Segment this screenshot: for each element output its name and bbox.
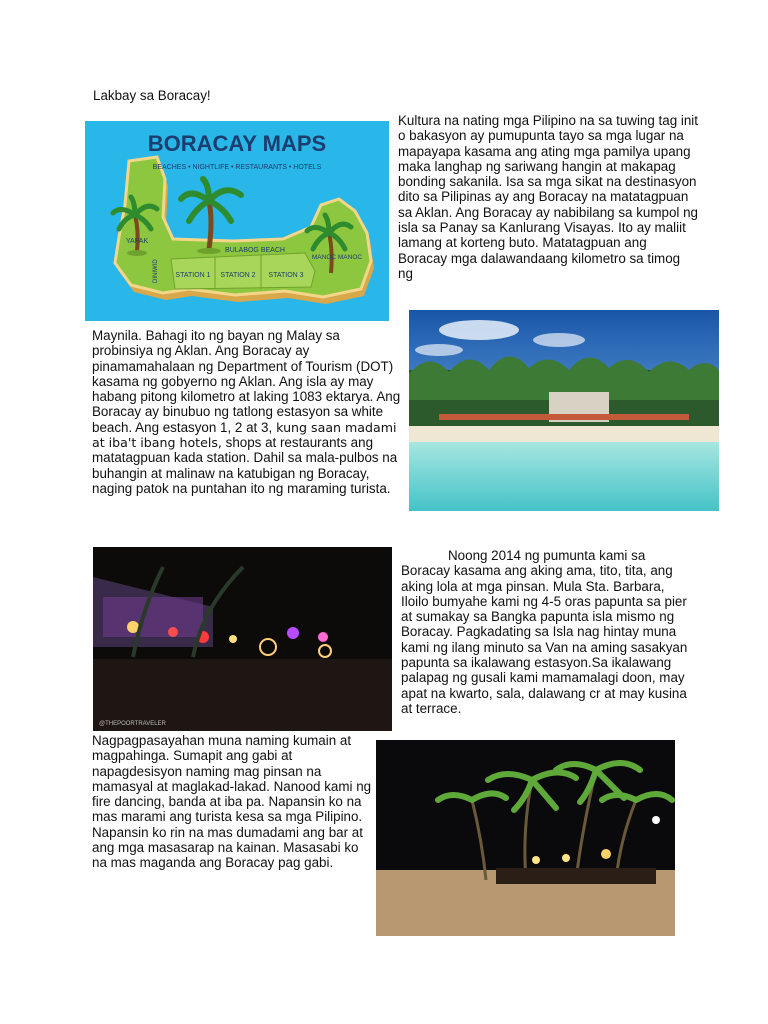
boracay-map-image (85, 121, 389, 321)
beach-photo (409, 310, 719, 511)
map-label-diniwid: DINIWID (153, 259, 159, 283)
paragraph-2-part-c: shops at restaurants ang matatagpuan kada station. Dahil sa mala-pulbos na buhangin at malinaw na katubigan ng Boracay, naging patok na puntahan ito ng maraming turista. (92, 435, 398, 496)
map-title: BORACAY MAPS (147, 131, 327, 156)
paragraph-4: Nagpagpasayahan muna naming kumain at magpahinga. Sumapit ang gabi at napagdesisyon naming mag pinsan na mamasyal at maglakad-lakad. Nanood kami ng fire dancing, banda at iba pa. Napansin ko na mas marami ang turista kesa sa mga Pilipino. Napansin ko rin na mas dumadami ang bar at ang mga masasarap na kainan. Masasabi ko na mas maganda ang Boracay pag gabi. (92, 733, 372, 871)
night-beach-palms-photo (376, 740, 675, 936)
map-label-station-2: STATION 2 (220, 272, 256, 279)
map-label-yapak: YAPAK (125, 238, 149, 245)
page-title: Lakbay sa Boracay! (93, 88, 211, 103)
map-subtitle: BEACHES • NIGHTLIFE • RESTAURANTS • HOTELS (152, 164, 322, 171)
paragraph-2-part-b: kung saan madami at iba't ibang hotels, (92, 419, 397, 451)
map-label-station-1: STATION 1 (175, 272, 211, 279)
map-label-bulabog: BULABOG BEACH (225, 247, 285, 254)
photo-watermark: @THEPOORTRAVELER (99, 721, 166, 727)
paragraph-2 (92, 328, 402, 496)
paragraph-2-part-a: Maynila. Bahagi ito ng bayan ng Malay sa probinsiya ng Aklan. Ang Boracay ay pinamamahalaan ng Department of Tourism (DOT) kasama ng gobyerno ng Aklan. Ang isla ay may habang pitong kilometro at laking 1083 ektarya. Ang Boracay ay binubuo ng tatlong estasyon sa white beach. Ang estasyon 1, 2 at 3, (92, 328, 401, 435)
paragraph-3 (401, 548, 691, 716)
paragraph-1: Kultura na nating mga Pilipino na sa tuwing tag init o bakasyon ay pumupunta tayo sa mga lugar na mapayapa kasama ang ating mga pamilya upang maka langhap ng sariwang hangin at makapag bonding sakanila. Isa sa mga sikat na destinasyon dito sa Pilipinas ay ang Boracay na matatagpuan sa Aklan. Ang Boracay ay nabibilang sa kumpol ng isla sa Panay sa Kanlurang Visayas. Ito ay maliit lamang at korteng buto. Matatagpuan ang Boracay mga dalawandaang kilometro sa timog ng (398, 113, 698, 281)
map-label-manoc: MANOC MANOC (311, 254, 363, 261)
night-beach-photo (93, 547, 392, 731)
paragraph-3-text: Noong 2014 ng pumunta kami sa Boracay kasama ang aking ama, tito, tita, ang aking lola at mga pinsan. Mula Sta. Barbara, Iloilo bumyahe kami ng 4-5 oras papunta sa pier at sumakay sa Bangka papunta isla mismo ng Boracay. Pagkadating sa Isla nag hintay muna kami ng ilang minuto sa Van na aming sasakyan papunta sa ikalawang estasyon.Sa ikalawang palapag ng gusali kami mamamalagi doon, may apat na kwarto, sala, dalawang cr at may kusina at terrace. (401, 548, 688, 716)
map-label-station-3: STATION 3 (268, 272, 304, 279)
